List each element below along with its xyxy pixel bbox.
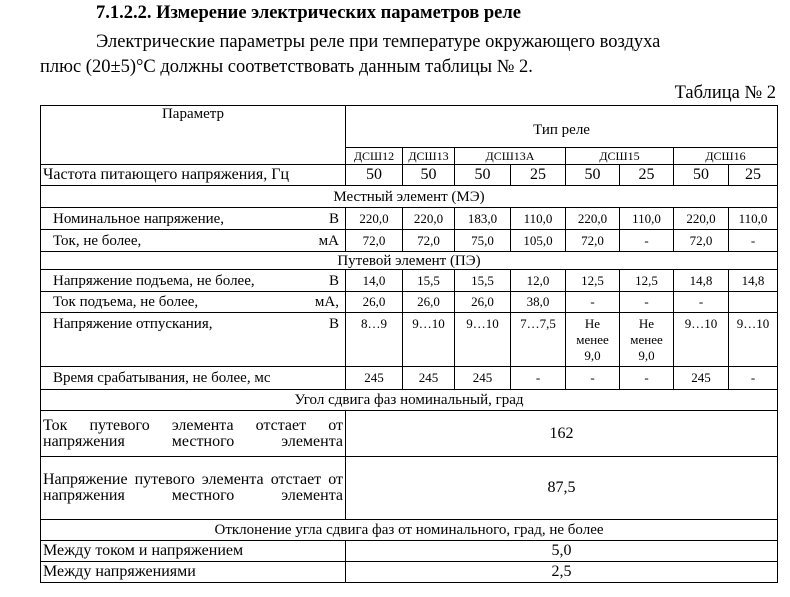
type-dsh13: ДСШ13 — [403, 148, 455, 165]
phase-current-label: Ток путевого элемента отстает от напряжения местного элемента — [41, 411, 346, 457]
me-section-row — [41, 186, 778, 208]
unit-text: В — [328, 210, 339, 227]
pickup-voltage-value: 12,0 — [511, 270, 566, 292]
release-voltage-value: 8…9 — [346, 313, 403, 367]
freq-value: 50 — [566, 165, 620, 186]
deviation-section-row — [41, 520, 778, 541]
type-header — [346, 106, 778, 148]
type-header-text: Тип реле — [533, 121, 590, 138]
label-text: Ток подъема, не более, — [53, 294, 199, 310]
pickup-current-value: 26,0 — [403, 292, 455, 313]
current-value: - — [729, 230, 778, 252]
freq-label: Частота питающего напряжения, Гц — [41, 165, 346, 186]
freq-value: 50 — [674, 165, 729, 186]
relay-parameters-table — [40, 105, 778, 583]
label-text: Номинальное напряжение, — [53, 210, 225, 227]
response-time-value: 245 — [346, 367, 403, 390]
me-section-title: Местный элемент (МЭ) — [41, 186, 778, 208]
pickup-current-row — [41, 292, 778, 313]
current-value: 105,0 — [511, 230, 566, 252]
dev-current-voltage-value: 5,0 — [346, 541, 778, 562]
release-voltage-value: 9…10 — [403, 313, 455, 367]
pickup-current-value: - — [620, 292, 674, 313]
pickup-current-value: 26,0 — [455, 292, 511, 313]
pickup-current-label — [41, 292, 346, 313]
label-text: Ток, не более, — [53, 232, 142, 249]
nominal-voltage-value: 220,0 — [346, 208, 403, 230]
phase-current-row — [41, 411, 778, 457]
unit-text: В — [328, 272, 339, 289]
response-time-label: Время срабатывания, не более, мс — [41, 367, 346, 390]
release-voltage-value: 9…10 — [729, 313, 778, 367]
pe-section-row — [41, 252, 778, 270]
nominal-voltage-value: 220,0 — [403, 208, 455, 230]
pickup-current-value: - — [566, 292, 620, 313]
phase-section-title: Угол сдвига фаз номинальный, град — [41, 390, 778, 411]
type-dsh16: ДСШ16 — [674, 148, 778, 165]
unit-text: В — [328, 316, 339, 332]
nominal-voltage-value: 220,0 — [566, 208, 620, 230]
pickup-voltage-value: 15,5 — [455, 270, 511, 292]
freq-row — [41, 165, 778, 186]
phase-voltage-row — [41, 457, 778, 520]
pickup-voltage-value: 12,5 — [620, 270, 674, 292]
release-voltage-value: 9…10 — [674, 313, 729, 367]
pe-section-title: Путевой элемент (ПЭ) — [41, 252, 778, 270]
unit-text: мА, — [314, 294, 339, 310]
table-caption: Таблица № 2 — [674, 83, 776, 103]
current-value: 75,0 — [455, 230, 511, 252]
response-time-value: - — [566, 367, 620, 390]
current-value: 72,0 — [566, 230, 620, 252]
pickup-voltage-value: 12,5 — [566, 270, 620, 292]
nominal-voltage-value: 183,0 — [455, 208, 511, 230]
dev-voltages-label: Между напряжениями — [41, 562, 346, 583]
response-time-value: - — [620, 367, 674, 390]
freq-value: 25 — [620, 165, 674, 186]
current-value: 72,0 — [674, 230, 729, 252]
pickup-voltage-row — [41, 270, 778, 292]
label-text: Напряжение подъема, не более, — [53, 272, 255, 289]
phase-voltage-label: Напряжение путевого элемента отстает от напряжения местного элемента — [41, 457, 346, 520]
release-voltage-value: 7…7,5 — [511, 313, 566, 367]
unit-text: мА — [318, 232, 339, 249]
nominal-voltage-value: 110,0 — [511, 208, 566, 230]
pickup-current-value: - — [674, 292, 729, 313]
response-time-value: 245 — [674, 367, 729, 390]
current-label — [41, 230, 346, 252]
release-voltage-row — [41, 313, 778, 367]
param-header — [41, 106, 346, 165]
pickup-voltage-value: 14,8 — [729, 270, 778, 292]
pickup-current-value — [729, 292, 778, 313]
dev-current-voltage-label: Между током и напряжением — [41, 541, 346, 562]
current-row — [41, 230, 778, 252]
nominal-voltage-value: 220,0 — [674, 208, 729, 230]
pickup-voltage-value: 14,8 — [674, 270, 729, 292]
response-time-value: - — [729, 367, 778, 390]
dev-voltages-row — [41, 562, 778, 583]
release-voltage-value: 9…10 — [455, 313, 511, 367]
param-header-text: Параметр — [161, 106, 225, 122]
current-value: 72,0 — [346, 230, 403, 252]
dev-current-voltage-row — [41, 541, 778, 562]
phase-section-row — [41, 390, 778, 411]
nominal-voltage-value: 110,0 — [620, 208, 674, 230]
label-text: Напряжение отпускания, — [53, 316, 213, 332]
release-voltage-value: Не менее 9,0 — [566, 313, 620, 367]
deviation-section-title: Отклонение угла сдвига фаз от номинального, град, не более — [41, 520, 778, 541]
freq-value: 25 — [511, 165, 566, 186]
paragraph-line-1: Электрические параметры реле при температуре окружающего воздуха — [96, 32, 661, 52]
pickup-voltage-label — [41, 270, 346, 292]
type-dsh13a: ДСШ13А — [455, 148, 566, 165]
phase-voltage-value: 87,5 — [346, 457, 778, 520]
dev-voltages-value: 2,5 — [346, 562, 778, 583]
freq-value: 50 — [346, 165, 403, 186]
response-time-value: 245 — [403, 367, 455, 390]
paragraph-line-2: плюс (20±5)°С должны соответствовать данным таблицы № 2. — [40, 57, 533, 77]
type-dsh12: ДСШ12 — [346, 148, 403, 165]
response-time-value: - — [511, 367, 566, 390]
pickup-current-value: 38,0 — [511, 292, 566, 313]
release-voltage-label — [41, 313, 346, 367]
phase-current-value: 162 — [346, 411, 778, 457]
freq-value: 50 — [455, 165, 511, 186]
type-dsh15: ДСШ15 — [566, 148, 674, 165]
freq-value: 25 — [729, 165, 778, 186]
pickup-voltage-value: 14,0 — [346, 270, 403, 292]
response-time-row — [41, 367, 778, 390]
pickup-current-value: 26,0 — [346, 292, 403, 313]
header-row — [41, 106, 778, 148]
pickup-voltage-value: 15,5 — [403, 270, 455, 292]
nominal-voltage-value: 110,0 — [729, 208, 778, 230]
nominal-voltage-row — [41, 208, 778, 230]
release-voltage-value: Не менее 9,0 — [620, 313, 674, 367]
nominal-voltage-label — [41, 208, 346, 230]
section-heading: 7.1.2.2. Измерение электрических параметров реле — [96, 3, 521, 23]
current-value: 72,0 — [403, 230, 455, 252]
freq-value: 50 — [403, 165, 455, 186]
current-value: - — [620, 230, 674, 252]
response-time-value: 245 — [455, 367, 511, 390]
